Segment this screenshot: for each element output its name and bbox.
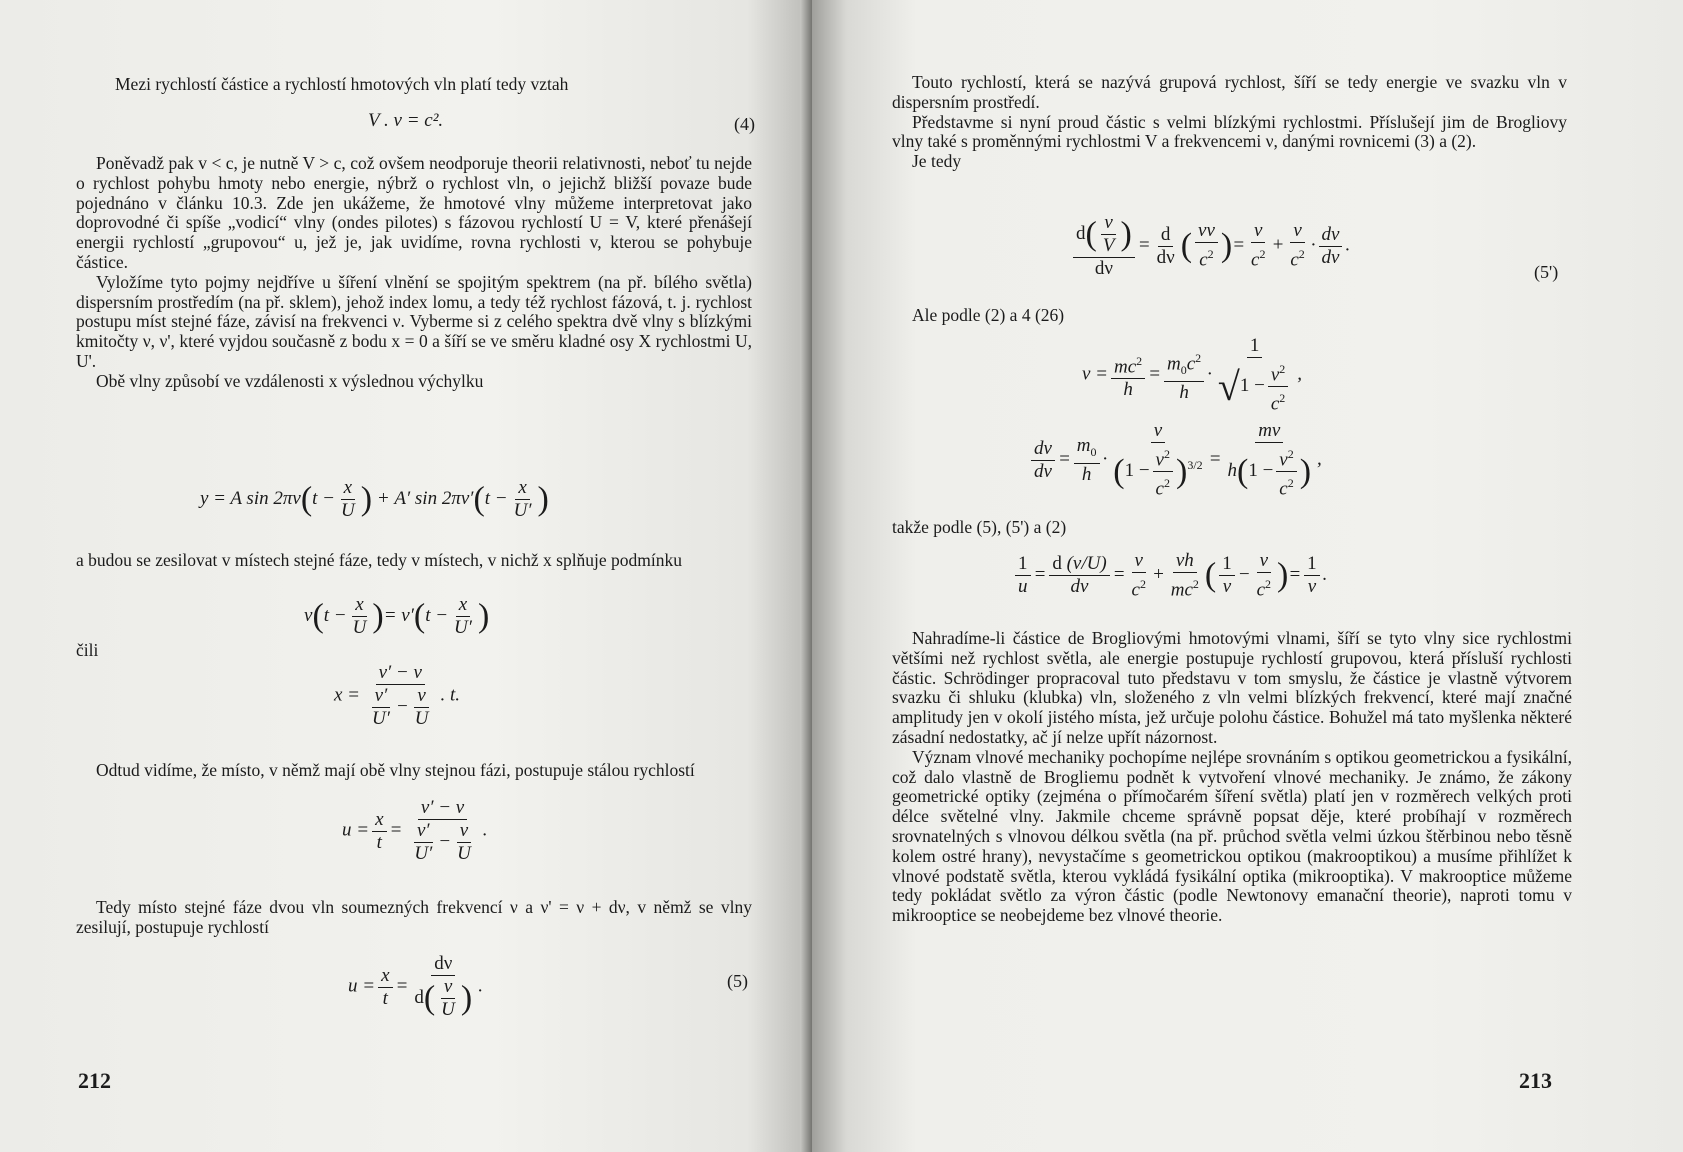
right-para-3 — [892, 629, 1572, 926]
text-para: Nahradíme-li částice de Brogliovými hmotovými vlnami, šíří se tyto vlny sice rychlostmi většími než rychlost světla, ale energie postupuje rychlostí grupovou, která přísluší rychlosti částic. Schrödinger propracoval tuto představu v tom smyslu, že částice je vlastně výtvorem svazku či shluku (klubka) vln, složeného z vln velmi blízkých frekvencí, které mají značné amplitudy jen v okolí jistého místa, jež určuje polohu částice. Bohužel má tato myšlenka některé zásadní nedostatky, ač jí nelze upřít názornost. — [892, 628, 1572, 747]
text-para: Vyložíme tyto pojmy nejdříve u šíření vlnění se spojitým spektrem (na př. bílého světla) dispersním prostředím (na př. sklem), jehož index lomu, a tedy též rychlost fázová, t. j. rychlost postupu míst stejné fáze, závisí na frekvenci ν. Vyberme si z celého spektra dvě vlny s blízkými kmitočty ν, ν', které vyjdou současně z bodu x = 0 a šíří se ve směru kladné osy X rychlostmi U, U'. — [76, 271, 752, 371]
text-para: Význam vlnové mechaniky pochopíme nejlépe srovnáním s optikou geometrickou a fysikální, což dalo vlastně de Brogliemu podnět k vytvoření vlnové mechaniky. Je známo, že zákony geometrické optiky (zejména o přímočarém šíření světla) platí jen v rozměrech velkých proti délce světelné vlny. Jakmile chceme správně popsat děje, které probíhají v rozměrech srovnatelných s vlnovou délkou světla (na př. průchod světla velmi úzkou štěrbinou nebo těsně kolem ostré hrany), nevystačíme s geometrickou optikou (makrooptikou) a musíme přihlížet k vlnové podstatě světla, kterou vykládá fysikální optika (mikrooptika). V makrooptice můžeme tedy pokládat světlo za výron částic (podle Newtonovy emanační theorie), naproti tomu v mikrooptice se neobejdeme bez vlnové theorie. — [892, 746, 1572, 926]
left-page — [0, 0, 812, 1152]
equation-displacement: y = A sin 2πν(t − $\frac{x}{U}$ ) + A′ sin 2πν′(t − $\frac{x}{U'}$ ) — [200, 477, 549, 521]
text-para: Tedy místo stejné fáze dvou vln soumezných frekvencí ν a ν' = ν + dν, v němž se vlny zesilují, postupuje rychlostí — [76, 897, 752, 937]
text-para: Obě vlny způsobí ve vzdálenosti x výslednou výchylku — [96, 370, 484, 391]
left-para-6 — [76, 761, 752, 781]
equation-number: (5) — [727, 971, 748, 991]
label-takze: takže podle (5), (5') a (2) — [892, 517, 1067, 537]
text-para: a budou se zesilovat v místech stejné fáze, tedy v místech, v nichž x splňuje podmínku — [76, 550, 683, 570]
text-para: Touto rychlostí, která se nazývá grupová rychlost, šíří se tedy energie ve svazku vln v dispersním prostředí. — [892, 72, 1567, 112]
right-para-1 — [892, 73, 1567, 172]
equation-condition: ν(t − $\frac{x}{U}$ )= ν′(t − $\frac{x}{U'}$ ) — [304, 594, 490, 638]
text-para: Je tedy — [912, 151, 962, 172]
text-para: Představme si nyní proud částic s velmi blízkými rychlostmi. Příslušejí jim de Brogliovy vlny také s proměnnými rychlostmi V a frekvencemi ν, danými rovnicemi (3) a (2). — [892, 111, 1567, 152]
text-para: Odtud vidíme, že místo, v němž mají obě vlny stejnou fázi, postupuje stálou rychlostí — [96, 760, 695, 780]
left-para-5 — [76, 551, 752, 571]
page-number: 212 — [78, 1068, 111, 1093]
text-para: Poněvadž pak v < c, je nutně V > c, což ovšem neodporuje theorii relativnosti, neboť tu nejde o rychlost pohybu hmoty nebo energie, nýbrž o rychlost vln, o jejichž bližší povaze bude pojednáno v článku 10.3. Zde jen ukážeme, že hmotové vlny můžeme interpretovat jako doprovodné či spíše „vodicí“ vlny (ondes pilotes) s fázovou rychlostí U = V, které přenášejí energii rychlostí „grupovou“ u, jež je, jak uvidíme, rovna rychlosti v, kterou se pohybuje částice. — [76, 153, 752, 272]
equation-5-prime: d( $\frac{\nu}{V}$ ) dν = $\frac{d}{d\nu}$ ( $\frac{\nu v}{c^2}$ )= $\frac{v}{c^2}$ + $\frac{\nu}{c^2}$ · $\frac{dv}{d\nu}$ . — [1070, 212, 1350, 280]
label-ale-podle: Ale podle (2) a 4 (26) — [912, 305, 1065, 325]
equation-x: x = ν′ − ν $\frac{\nu'}{U'}$ − $\frac{\nu}{U}$ . t. — [334, 662, 460, 729]
equation-4: V . v = c². — [368, 110, 444, 131]
left-para-7 — [76, 898, 752, 938]
equation-nu: ν = $\frac{mc^2}{h}$ = $\frac{m_0c^2}{h}$ · 1 √1 − $\frac{v^2}{c^2}$ , — [1082, 335, 1303, 415]
equation-dnu: $\frac{d\nu}{dv}$ = $\frac{m_0}{h}$ · v (1 − $\frac{v^2}{c^2}$ )$^{3/2}$ = mv h(1 − $\frac{v^2}{c^2}$ ) , — [1028, 420, 1322, 501]
label-cili: čili — [76, 640, 99, 660]
equation-u: u = $\frac{x}{t}$ = ν′ − ν $\frac{\nu'}{U'}$ − $\frac{\nu}{U}$ . — [342, 797, 488, 864]
equation-5: u = $\frac{x}{t}$ = dν d( $\frac{\nu}{U}$ ) . — [348, 953, 483, 1020]
equation-group-velocity: $\frac{1}{u}$ = $\frac{d (\nu/U)}{d\nu}$ = $\frac{v}{c^2}$ + $\frac{\nu h}{mc^2}$ ( $\frac{1}{v}$ − $\frac{v}{c^2}$ )= $\frac{1}{v}$ . — [1012, 550, 1327, 601]
left-para-2 — [76, 154, 752, 392]
left-para-1 — [95, 75, 685, 95]
equation-number: (4) — [734, 114, 755, 134]
right-page — [812, 0, 1683, 1152]
page-number: 213 — [1519, 1068, 1552, 1093]
text-para: Mezi rychlostí částice a rychlostí hmotových vln platí tedy vztah — [115, 74, 569, 94]
equation-number: (5') — [1534, 262, 1559, 282]
